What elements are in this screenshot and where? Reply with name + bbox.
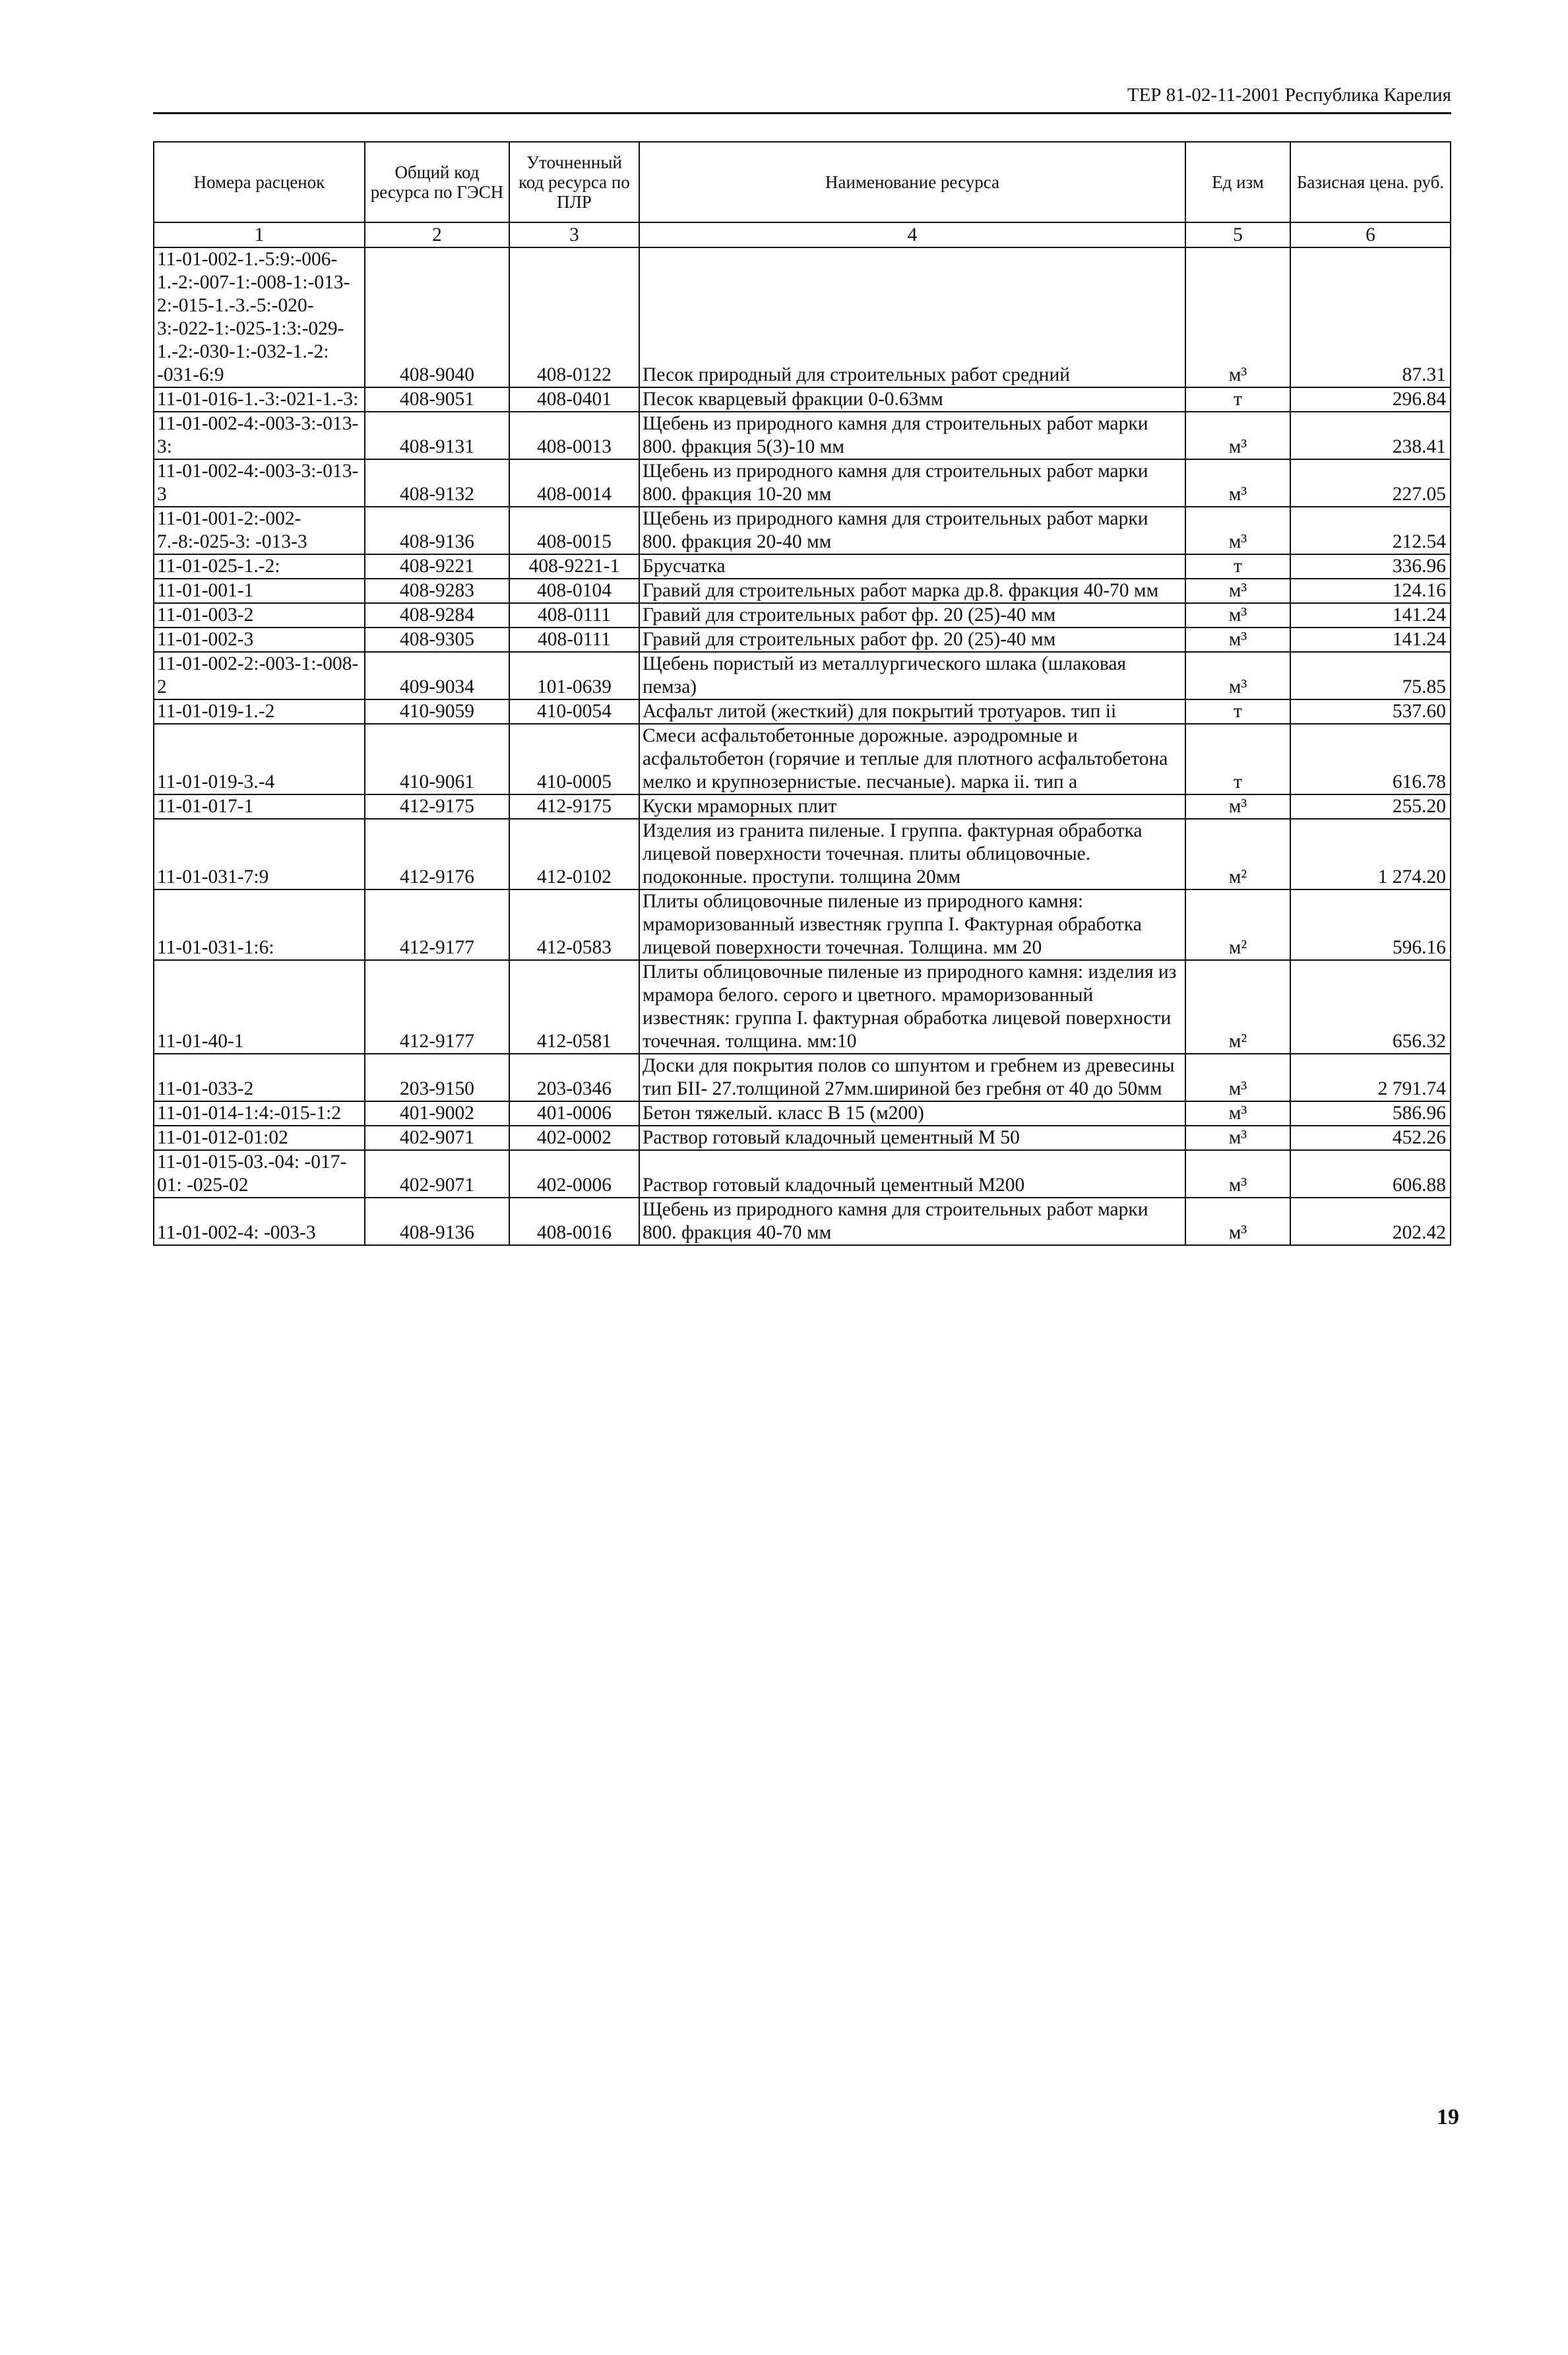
plr-code-cell: 408-0401 [509,387,639,412]
resource-name-cell: Раствор готовый кладочный цементный М 50 [639,1126,1185,1150]
gesn-code-cell: 412-9177 [365,960,509,1054]
resource-name-cell: Раствор готовый кладочный цементный М200 [639,1150,1185,1198]
plr-code-cell: 408-0111 [509,603,639,628]
price-code-cell: 11-01-014-1:4:-015-1:2 [154,1101,365,1126]
plr-code-cell: 408-0111 [509,628,639,652]
table-row [154,603,1451,628]
resource-name-cell: Изделия из гранита пиленые. I группа. фактурная обработка лицевой поверхности точечная. плиты облицовочные. подоконные. проступи. толщина 20мм [639,819,1185,889]
gesn-code-cell: 408-9051 [365,387,509,412]
resource-name-cell: Брусчатка [639,554,1185,579]
unit-cell: м³ [1185,459,1290,507]
price-code-cell: 11-01-002-1.-5:9:-006-1.-2:-007-1:-008-1:-013-2:-015-1.-3.-5:-020-3:-022-1:-025-1:3:-029-1.-2:-030-1:-032-1.-2: -031-6:9 [154,247,365,387]
price-cell: 596.16 [1290,889,1451,960]
price-cell: 452.26 [1290,1126,1451,1150]
unit-cell: м³ [1185,1198,1290,1245]
resource-name-cell: Щебень из природного камня для строительных работ марки 800. фракция 5(3)-10 мм [639,412,1185,459]
price-cell: 75.85 [1290,652,1451,699]
gesn-code-cell: 410-9059 [365,699,509,724]
unit-cell: м³ [1185,1150,1290,1198]
price-code-cell: 11-01-016-1.-3:-021-1.-3: [154,387,365,412]
table-row [154,579,1451,603]
gesn-code-cell: 408-9132 [365,459,509,507]
resource-price-table [153,141,1451,1246]
resource-name-cell: Песок кварцевый фракции 0-0.63мм [639,387,1185,412]
resource-name-cell: Гравий для строительных работ фр. 20 (25)-40 мм [639,628,1185,652]
price-code-cell: 11-01-002-3 [154,628,365,652]
resource-name-cell: Плиты облицовочные пиленые из природного камня: мраморизованный известняк группа I. Фактурная обработка лицевой поверхности точечная. Толщина. мм 20 [639,889,1185,960]
plr-code-cell: 408-0013 [509,412,639,459]
gesn-code-cell: 408-9305 [365,628,509,652]
unit-cell: м³ [1185,1126,1290,1150]
table-row [154,1101,1451,1126]
gesn-code-cell: 203-9150 [365,1054,509,1101]
resource-name-cell: Щебень из природного камня для строительных работ марки 800. фракция 40-70 мм [639,1198,1185,1245]
unit-cell: м³ [1185,1101,1290,1126]
unit-cell: м² [1185,889,1290,960]
column-header-gesn-code: Общий код ресурса по ГЭСН [365,142,509,222]
price-code-cell: 11-01-033-2 [154,1054,365,1101]
table-row [154,554,1451,579]
resource-name-cell: Бетон тяжелый. класс В 15 (м200) [639,1101,1185,1126]
page-number: 19 [1437,2105,1459,2129]
column-number: 5 [1185,222,1290,247]
table-row [154,1126,1451,1150]
unit-cell: м³ [1185,652,1290,699]
plr-code-cell: 412-0583 [509,889,639,960]
table-row [154,628,1451,652]
price-code-cell: 11-01-003-2 [154,603,365,628]
unit-cell: т [1185,699,1290,724]
resource-name-cell: Куски мраморных плит [639,794,1185,819]
column-number: 6 [1290,222,1451,247]
price-code-cell: 11-01-019-3.-4 [154,724,365,794]
unit-cell: м³ [1185,579,1290,603]
table-row [154,507,1451,554]
column-number: 3 [509,222,639,247]
resource-name-cell: Смеси асфальтобетонные дорожные. аэродромные и асфальтобетон (горячие и теплые для плотного асфальтобетона мелко и крупнозернистые. песчаные). марка ii. тип а [639,724,1185,794]
gesn-code-cell: 408-9131 [365,412,509,459]
price-cell: 238.41 [1290,412,1451,459]
resource-name-cell: Гравий для строительных работ фр. 20 (25)-40 мм [639,603,1185,628]
plr-code-cell: 408-0122 [509,247,639,387]
unit-cell: т [1185,554,1290,579]
price-cell: 212.54 [1290,507,1451,554]
price-code-cell: 11-01-002-4:-003-3:-013-3: [154,412,365,459]
resource-name-cell: Асфальт литой (жесткий) для покрытий тротуаров. тип ii [639,699,1185,724]
column-number-row [154,222,1451,247]
price-cell: 586.96 [1290,1101,1451,1126]
price-code-cell: 11-01-002-2:-003-1:-008-2 [154,652,365,699]
gesn-code-cell: 402-9071 [365,1150,509,1198]
price-cell: 537.60 [1290,699,1451,724]
price-cell: 141.24 [1290,603,1451,628]
gesn-code-cell: 410-9061 [365,724,509,794]
column-header-base-price: Базисная цена. руб. [1290,142,1451,222]
price-cell: 296.84 [1290,387,1451,412]
unit-cell: м³ [1185,603,1290,628]
plr-code-cell: 410-0005 [509,724,639,794]
table-row [154,889,1451,960]
gesn-code-cell: 412-9176 [365,819,509,889]
price-cell: 124.16 [1290,579,1451,603]
price-code-cell: 11-01-017-1 [154,794,365,819]
document-title: ТЕР 81-02-11-2001 Республика Карелия [1127,84,1451,106]
table-row [154,1198,1451,1245]
unit-cell: м³ [1185,247,1290,387]
unit-cell: м³ [1185,794,1290,819]
gesn-code-cell: 408-9136 [365,1198,509,1245]
unit-cell: м³ [1185,507,1290,554]
table-row [154,699,1451,724]
plr-code-cell: 402-0002 [509,1126,639,1150]
column-number: 1 [154,222,365,247]
plr-code-cell: 412-9175 [509,794,639,819]
price-cell: 202.42 [1290,1198,1451,1245]
price-cell: 616.78 [1290,724,1451,794]
price-code-cell: 11-01-40-1 [154,960,365,1054]
unit-cell: м² [1185,960,1290,1054]
table-row [154,387,1451,412]
table-row [154,412,1451,459]
unit-cell: м³ [1185,1054,1290,1101]
plr-code-cell: 412-0581 [509,960,639,1054]
price-cell: 656.32 [1290,960,1451,1054]
price-cell: 606.88 [1290,1150,1451,1198]
column-number: 2 [365,222,509,247]
price-code-cell: 11-01-031-7:9 [154,819,365,889]
resource-name-cell: Щебень из природного камня для строительных работ марки 800. фракция 20-40 мм [639,507,1185,554]
plr-code-cell: 101-0639 [509,652,639,699]
table-row [154,1150,1451,1198]
price-cell: 87.31 [1290,247,1451,387]
unit-cell: м³ [1185,412,1290,459]
table-row [154,794,1451,819]
plr-code-cell: 401-0006 [509,1101,639,1126]
price-cell: 255.20 [1290,794,1451,819]
table-row [154,960,1451,1054]
resource-name-cell: Гравий для строительных работ марка др.8. фракция 40-70 мм [639,579,1185,603]
price-code-cell: 11-01-015-03.-04: -017-01: -025-02 [154,1150,365,1198]
gesn-code-cell: 408-9284 [365,603,509,628]
table-header-row [154,142,1451,222]
resource-name-cell: Доски для покрытия полов со шпунтом и гребнем из древесины тип БII- 27.толщиной 27мм.шириной без гребня от 40 до 50мм [639,1054,1185,1101]
plr-code-cell: 203-0346 [509,1054,639,1101]
resource-name-cell: Плиты облицовочные пиленые из природного камня: изделия из мрамора белого. серого и цветного. мраморизованный известняк: группа I. фактурная обработка лицевой поверхности точечная. толщина. мм:10 [639,960,1185,1054]
unit-cell: м³ [1185,628,1290,652]
price-cell: 141.24 [1290,628,1451,652]
price-cell: 1 274.20 [1290,819,1451,889]
resource-name-cell: Песок природный для строительных работ средний [639,247,1185,387]
column-header-plr-code: Уточненный код ресурса по ПЛР [509,142,639,222]
plr-code-cell: 408-9221-1 [509,554,639,579]
plr-code-cell: 408-0104 [509,579,639,603]
price-cell: 2 791.74 [1290,1054,1451,1101]
price-code-cell: 11-01-025-1.-2: [154,554,365,579]
plr-code-cell: 408-0016 [509,1198,639,1245]
price-code-cell: 11-01-001-1 [154,579,365,603]
unit-cell: т [1185,724,1290,794]
column-header-resource-name: Наименование ресурса [639,142,1185,222]
gesn-code-cell: 412-9175 [365,794,509,819]
price-code-cell: 11-01-001-2:-002-7.-8:-025-3: -013-3 [154,507,365,554]
plr-code-cell: 402-0006 [509,1150,639,1198]
price-code-cell: 11-01-012-01:02 [154,1126,365,1150]
resource-name-cell: Щебень пористый из металлургического шлака (шлаковая пемза) [639,652,1185,699]
table-row [154,652,1451,699]
price-code-cell: 11-01-031-1:6: [154,889,365,960]
price-cell: 227.05 [1290,459,1451,507]
column-header-price-numbers: Номера расценок [154,142,365,222]
plr-code-cell: 412-0102 [509,819,639,889]
resource-name-cell: Щебень из природного камня для строительных работ марки 800. фракция 10-20 мм [639,459,1185,507]
column-header-unit: Ед изм [1185,142,1290,222]
price-code-cell: 11-01-002-4:-003-3:-013-3 [154,459,365,507]
plr-code-cell: 408-0015 [509,507,639,554]
gesn-code-cell: 402-9071 [365,1126,509,1150]
table-row [154,724,1451,794]
price-code-cell: 11-01-002-4: -003-3 [154,1198,365,1245]
page-header [153,79,1451,114]
unit-cell: т [1185,387,1290,412]
gesn-code-cell: 412-9177 [365,889,509,960]
gesn-code-cell: 408-9040 [365,247,509,387]
table-row [154,1054,1451,1101]
column-number: 4 [639,222,1185,247]
gesn-code-cell: 401-9002 [365,1101,509,1126]
table-row [154,247,1451,387]
gesn-code-cell: 408-9136 [365,507,509,554]
table-row [154,459,1451,507]
gesn-code-cell: 409-9034 [365,652,509,699]
price-cell: 336.96 [1290,554,1451,579]
unit-cell: м² [1185,819,1290,889]
gesn-code-cell: 408-9283 [365,579,509,603]
plr-code-cell: 408-0014 [509,459,639,507]
gesn-code-cell: 408-9221 [365,554,509,579]
price-code-cell: 11-01-019-1.-2 [154,699,365,724]
table-row [154,819,1451,889]
plr-code-cell: 410-0054 [509,699,639,724]
